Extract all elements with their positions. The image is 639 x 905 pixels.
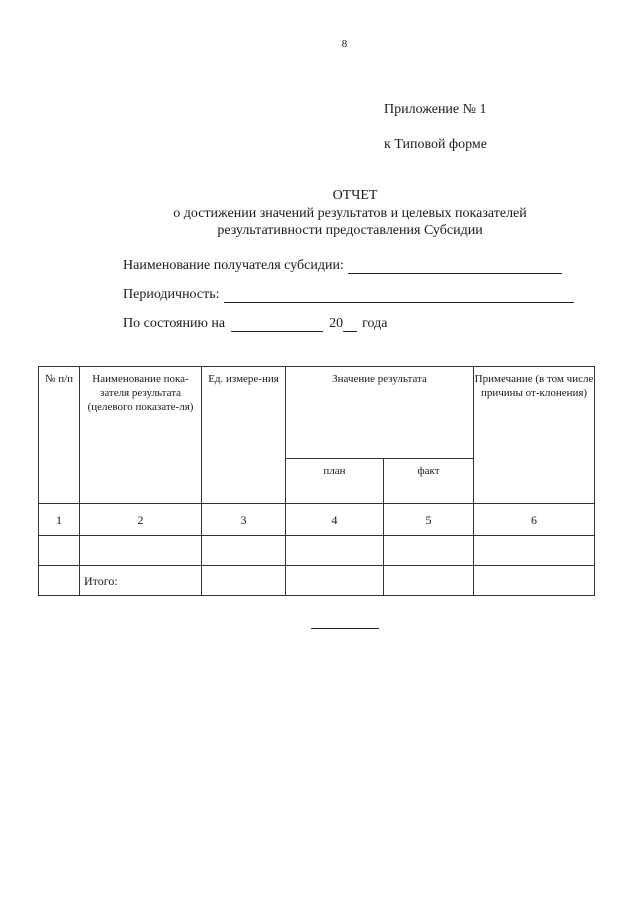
table-cell[interactable] [286,566,384,596]
column-number: 5 [384,504,474,536]
header-note: Примечание (в том числе причины от-клонения) [474,367,595,504]
report-subtitle-line-2: результативности предоставления Субсидии [217,223,483,238]
table-cell[interactable] [39,536,80,566]
report-table [38,366,595,596]
total-row [39,566,595,596]
closing-line [311,628,379,629]
header-value: Значение результата [286,367,474,459]
date-suffix: года [362,316,388,331]
date-year: 20 [329,316,344,331]
page-number: 8 [341,38,348,50]
date-blank-line[interactable] [231,317,323,332]
column-number: 6 [474,504,595,536]
table-cell[interactable] [202,536,286,566]
table-cell[interactable] [286,536,384,566]
recipient-blank-line[interactable] [348,259,562,274]
recipient-field [123,258,562,274]
column-number-row [39,504,595,536]
period-field [123,287,574,303]
data-row [39,536,595,566]
column-number: 1 [39,504,80,536]
date-prefix: По состоянию на [123,316,226,331]
table-cell[interactable] [202,566,286,596]
header-unit: Ед. измере-ния [202,367,286,504]
header-row [39,367,595,459]
table-cell[interactable] [39,566,80,596]
appendix-title: Приложение № 1 [384,102,487,117]
header-plan: план [286,459,384,504]
appendix-reference: к Типовой форме [384,137,487,152]
recipient-label: Наименование получателя субсидии: [123,258,344,273]
header-fact: факт [384,459,474,504]
report-subtitle-line-1: о достижении значений результатов и целевых показателей [173,206,527,221]
date-field [123,316,387,332]
column-number: 2 [80,504,202,536]
header-num: № п/п [39,367,80,504]
column-number: 4 [286,504,384,536]
table-cell[interactable] [80,536,202,566]
header-name: Наименование пока-зателя результата (целевого показате-ля) [80,367,202,504]
report-title: ОТЧЕТ [332,188,378,203]
column-number: 3 [202,504,286,536]
period-label: Периодичность: [123,287,220,302]
table-cell[interactable] [384,566,474,596]
table-cell[interactable] [384,536,474,566]
total-label: Итого: [80,566,202,596]
period-blank-line[interactable] [224,288,574,303]
table-cell[interactable] [474,536,595,566]
year-blank-line[interactable] [343,317,357,332]
table-cell[interactable] [474,566,595,596]
